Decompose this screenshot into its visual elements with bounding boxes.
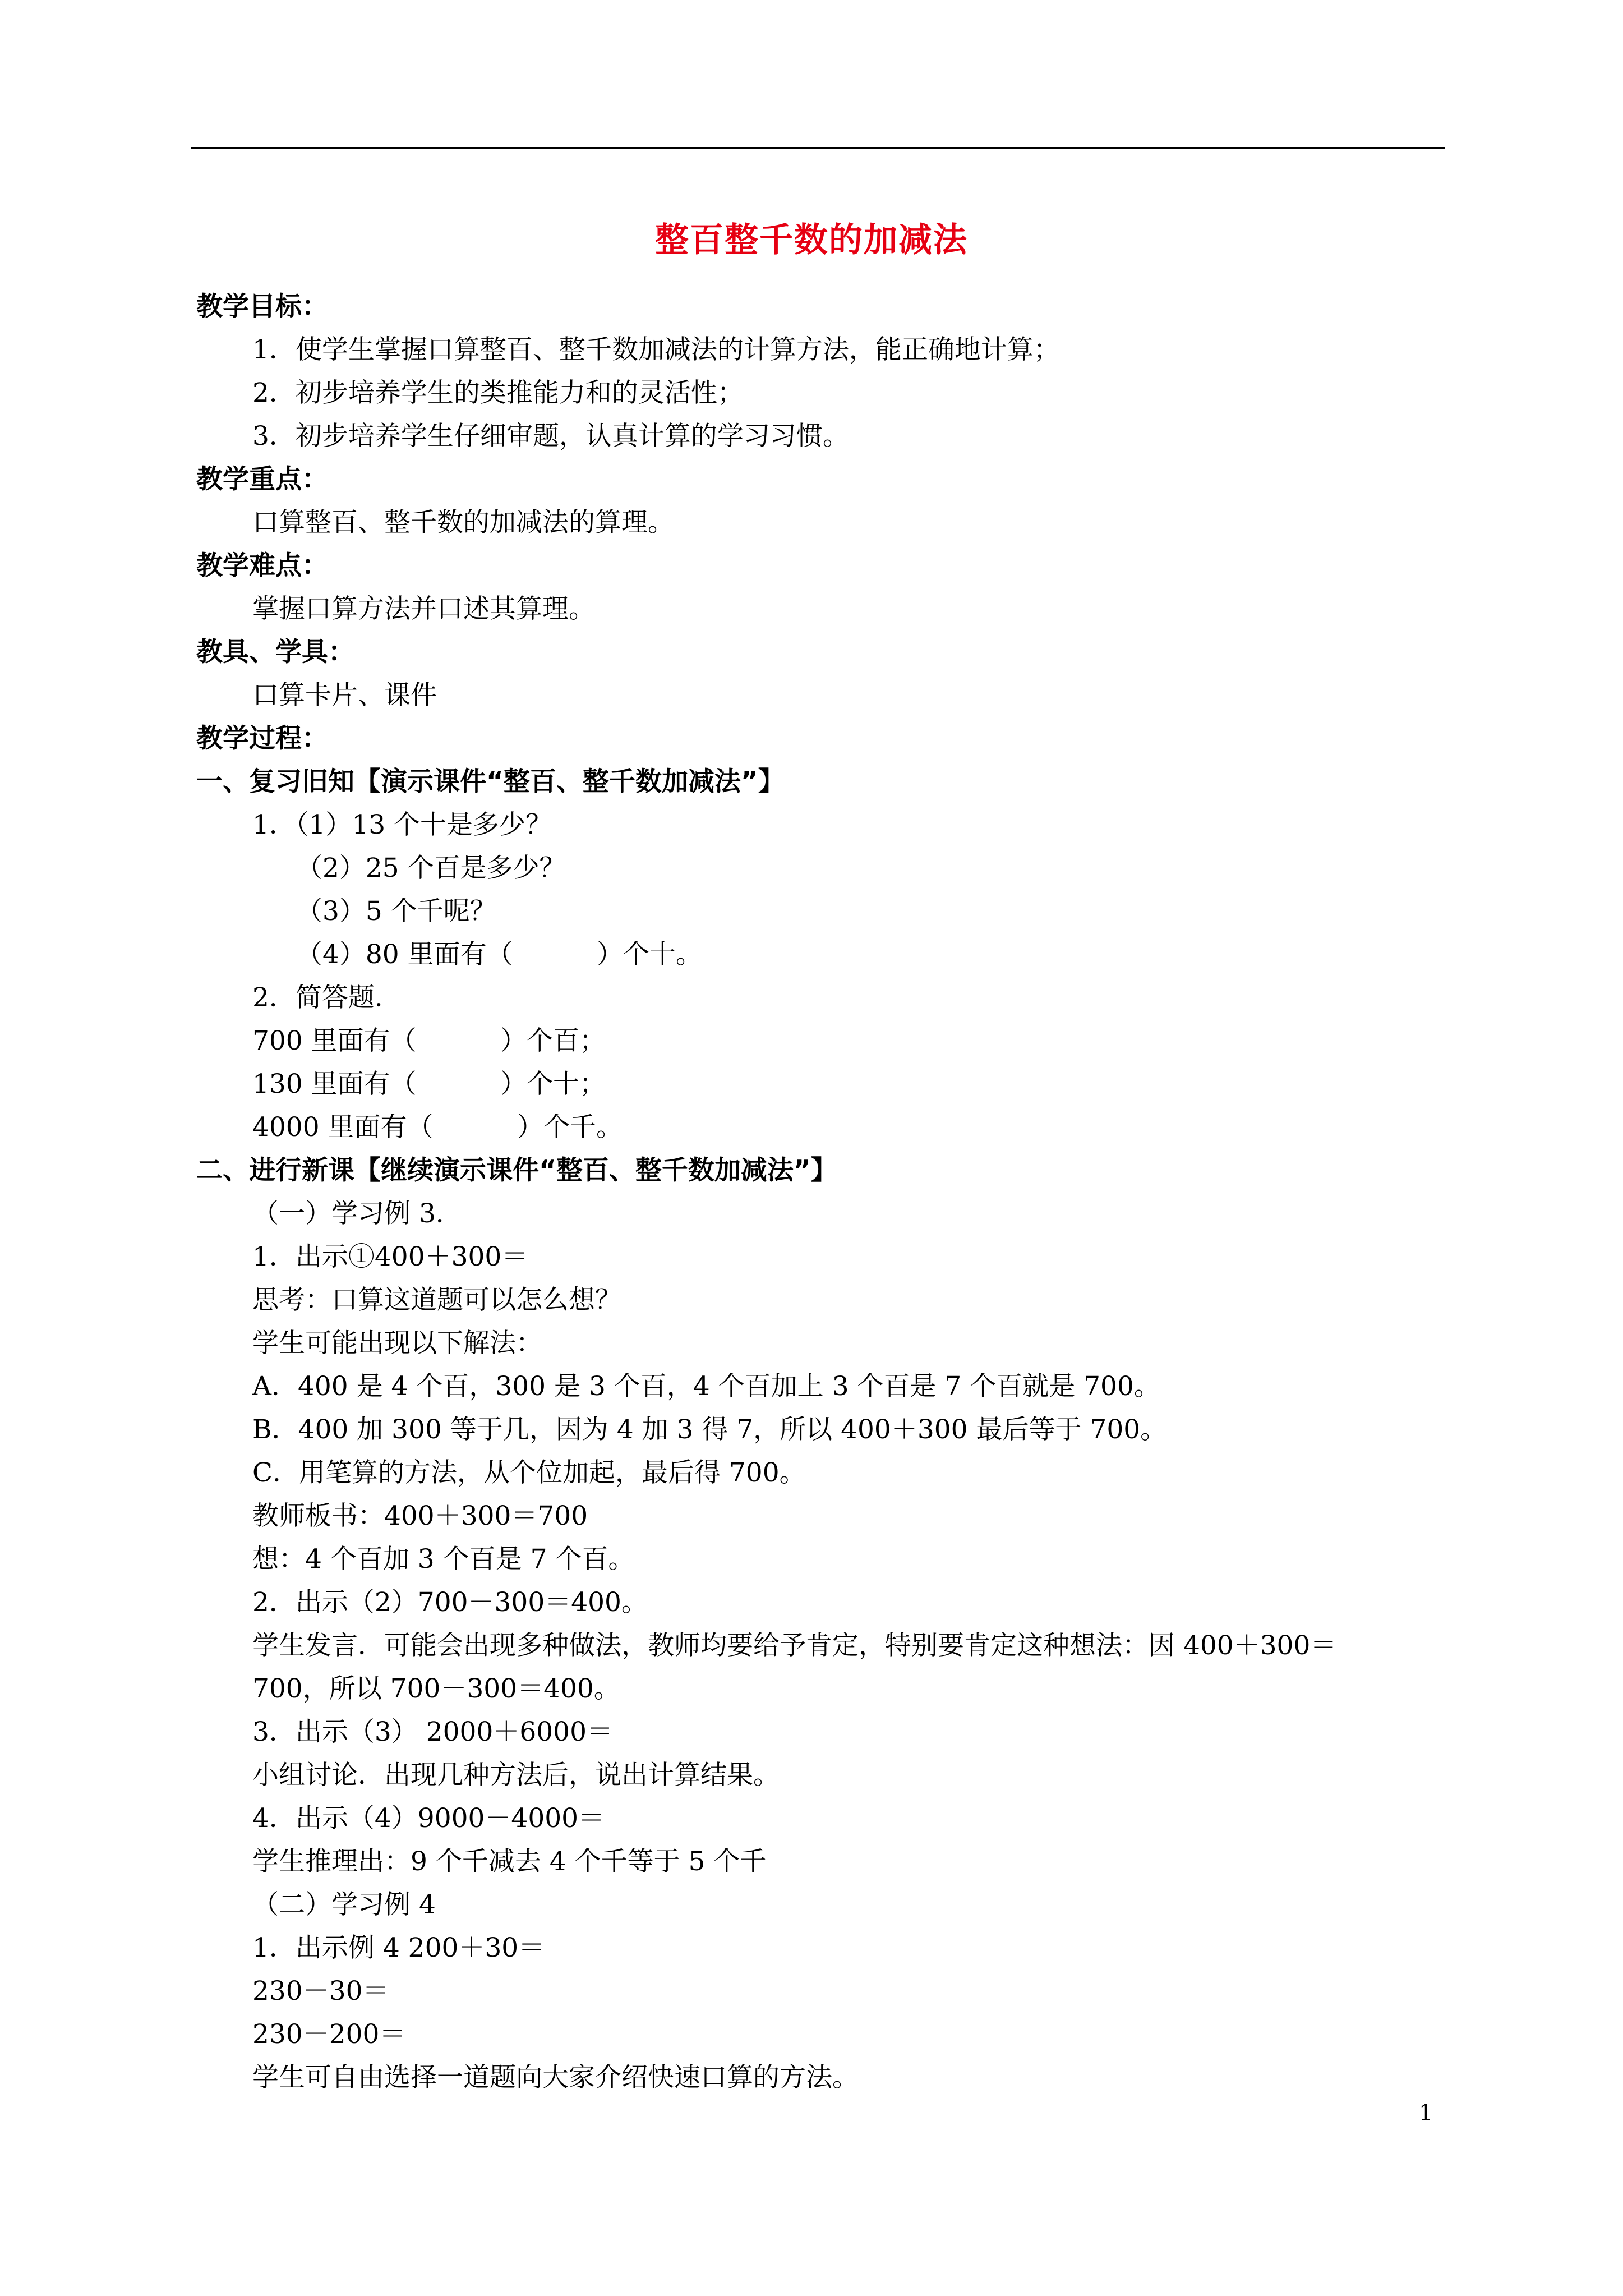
- body-line: 1．（1）13 个十是多少？: [252, 809, 552, 840]
- body-line: （2）25 个百是多少？: [296, 853, 566, 884]
- body-line: A．400 是 4 个百，300 是 3 个百，4 个百加上 3 个百是 7 个百就是 700。: [252, 1371, 1160, 1402]
- body-line: 2．出示（2）700－300＝400。: [252, 1587, 648, 1618]
- body-line: 1．出示例 4 200＋30＝: [252, 1932, 545, 1963]
- body-line: 学生可自由选择一道题向大家介绍快速口算的方法。: [252, 2062, 859, 2093]
- body-line: 掌握口算方法并口述其算理。: [252, 593, 595, 624]
- body-line: 700 里面有（ ）个百；: [252, 1025, 606, 1056]
- body-line: 1．使学生掌握口算整百、整千数加减法的计算方法，能正确地计算；: [252, 334, 1060, 365]
- body-line: 3．出示（3） 2000＋6000＝: [252, 1717, 613, 1747]
- body-line: 4．出示（4）9000－4000＝: [252, 1803, 605, 1834]
- section-heading: 教学过程：: [196, 723, 328, 754]
- body-line: 小组讨论．出现几种方法后，说出计算结果。: [252, 1760, 780, 1791]
- body-line: B．400 加 300 等于几，因为 4 加 3 得 7，所以 400＋300 最后等于 700。: [252, 1414, 1167, 1445]
- body-line: 230－30＝: [252, 1976, 389, 2007]
- body-line: 学生推理出：9 个千减去 4 个千等于 5 个千: [252, 1846, 767, 1877]
- section-heading: 教学目标：: [196, 291, 328, 322]
- body-line: （3）5 个千呢？: [296, 896, 496, 927]
- body-line: 2．简答题．: [252, 982, 401, 1013]
- body-line: 4000 里面有（ ）个千。: [252, 1112, 623, 1143]
- section-heading: 教学难点：: [196, 550, 328, 581]
- section-heading: 教具、学具：: [196, 637, 354, 668]
- document-body: [196, 285, 1441, 2099]
- body-line: 思考：口算这道题可以怎么想？: [252, 1285, 621, 1315]
- body-line: （4）80 里面有（ ）个十。: [296, 939, 703, 970]
- body-line: 口算整百、整千数的加减法的算理。: [252, 507, 674, 538]
- body-line: 130 里面有（ ）个十；: [252, 1069, 606, 1099]
- body-line: 3．初步培养学生仔细审题，认真计算的学习习惯。: [252, 421, 849, 452]
- section-heading: 二、进行新课【继续演示课件“整百、整千数加减法”】: [196, 1155, 837, 1186]
- body-line: 1．出示①400＋300＝: [252, 1241, 528, 1272]
- body-line: 700，所以 700－300＝400。: [252, 1673, 620, 1704]
- body-line: 学生发言．可能会出现多种做法，教师均要给予肯定，特别要肯定这种想法：因 400＋300＝: [252, 1630, 1337, 1661]
- section-heading: 教学重点：: [196, 464, 328, 495]
- body-line: 学生可能出现以下解法：: [252, 1328, 542, 1359]
- body-line: （二）学习例 4: [252, 1889, 436, 1920]
- body-line: 2．初步培养学生的类推能力和的灵活性；: [252, 378, 744, 408]
- body-line: 教师板书：400＋300＝700: [252, 1501, 588, 1531]
- body-line: 想：4 个百加 3 个百是 7 个百。: [252, 1544, 635, 1575]
- body-line: （一）学习例 3．: [252, 1198, 462, 1229]
- body-line: 230－200＝: [252, 2019, 406, 2050]
- body-line: 口算卡片、课件: [252, 680, 437, 711]
- body-line: C．用笔算的方法，从个位加起，最后得 700。: [252, 1457, 806, 1488]
- section-heading: 一、复习旧知【演示课件“整百、整千数加减法”】: [196, 766, 785, 797]
- header-rule: [191, 147, 1445, 149]
- document-title: 整百整千数的加减法: [655, 220, 968, 260]
- page-number: 1: [1419, 2100, 1433, 2126]
